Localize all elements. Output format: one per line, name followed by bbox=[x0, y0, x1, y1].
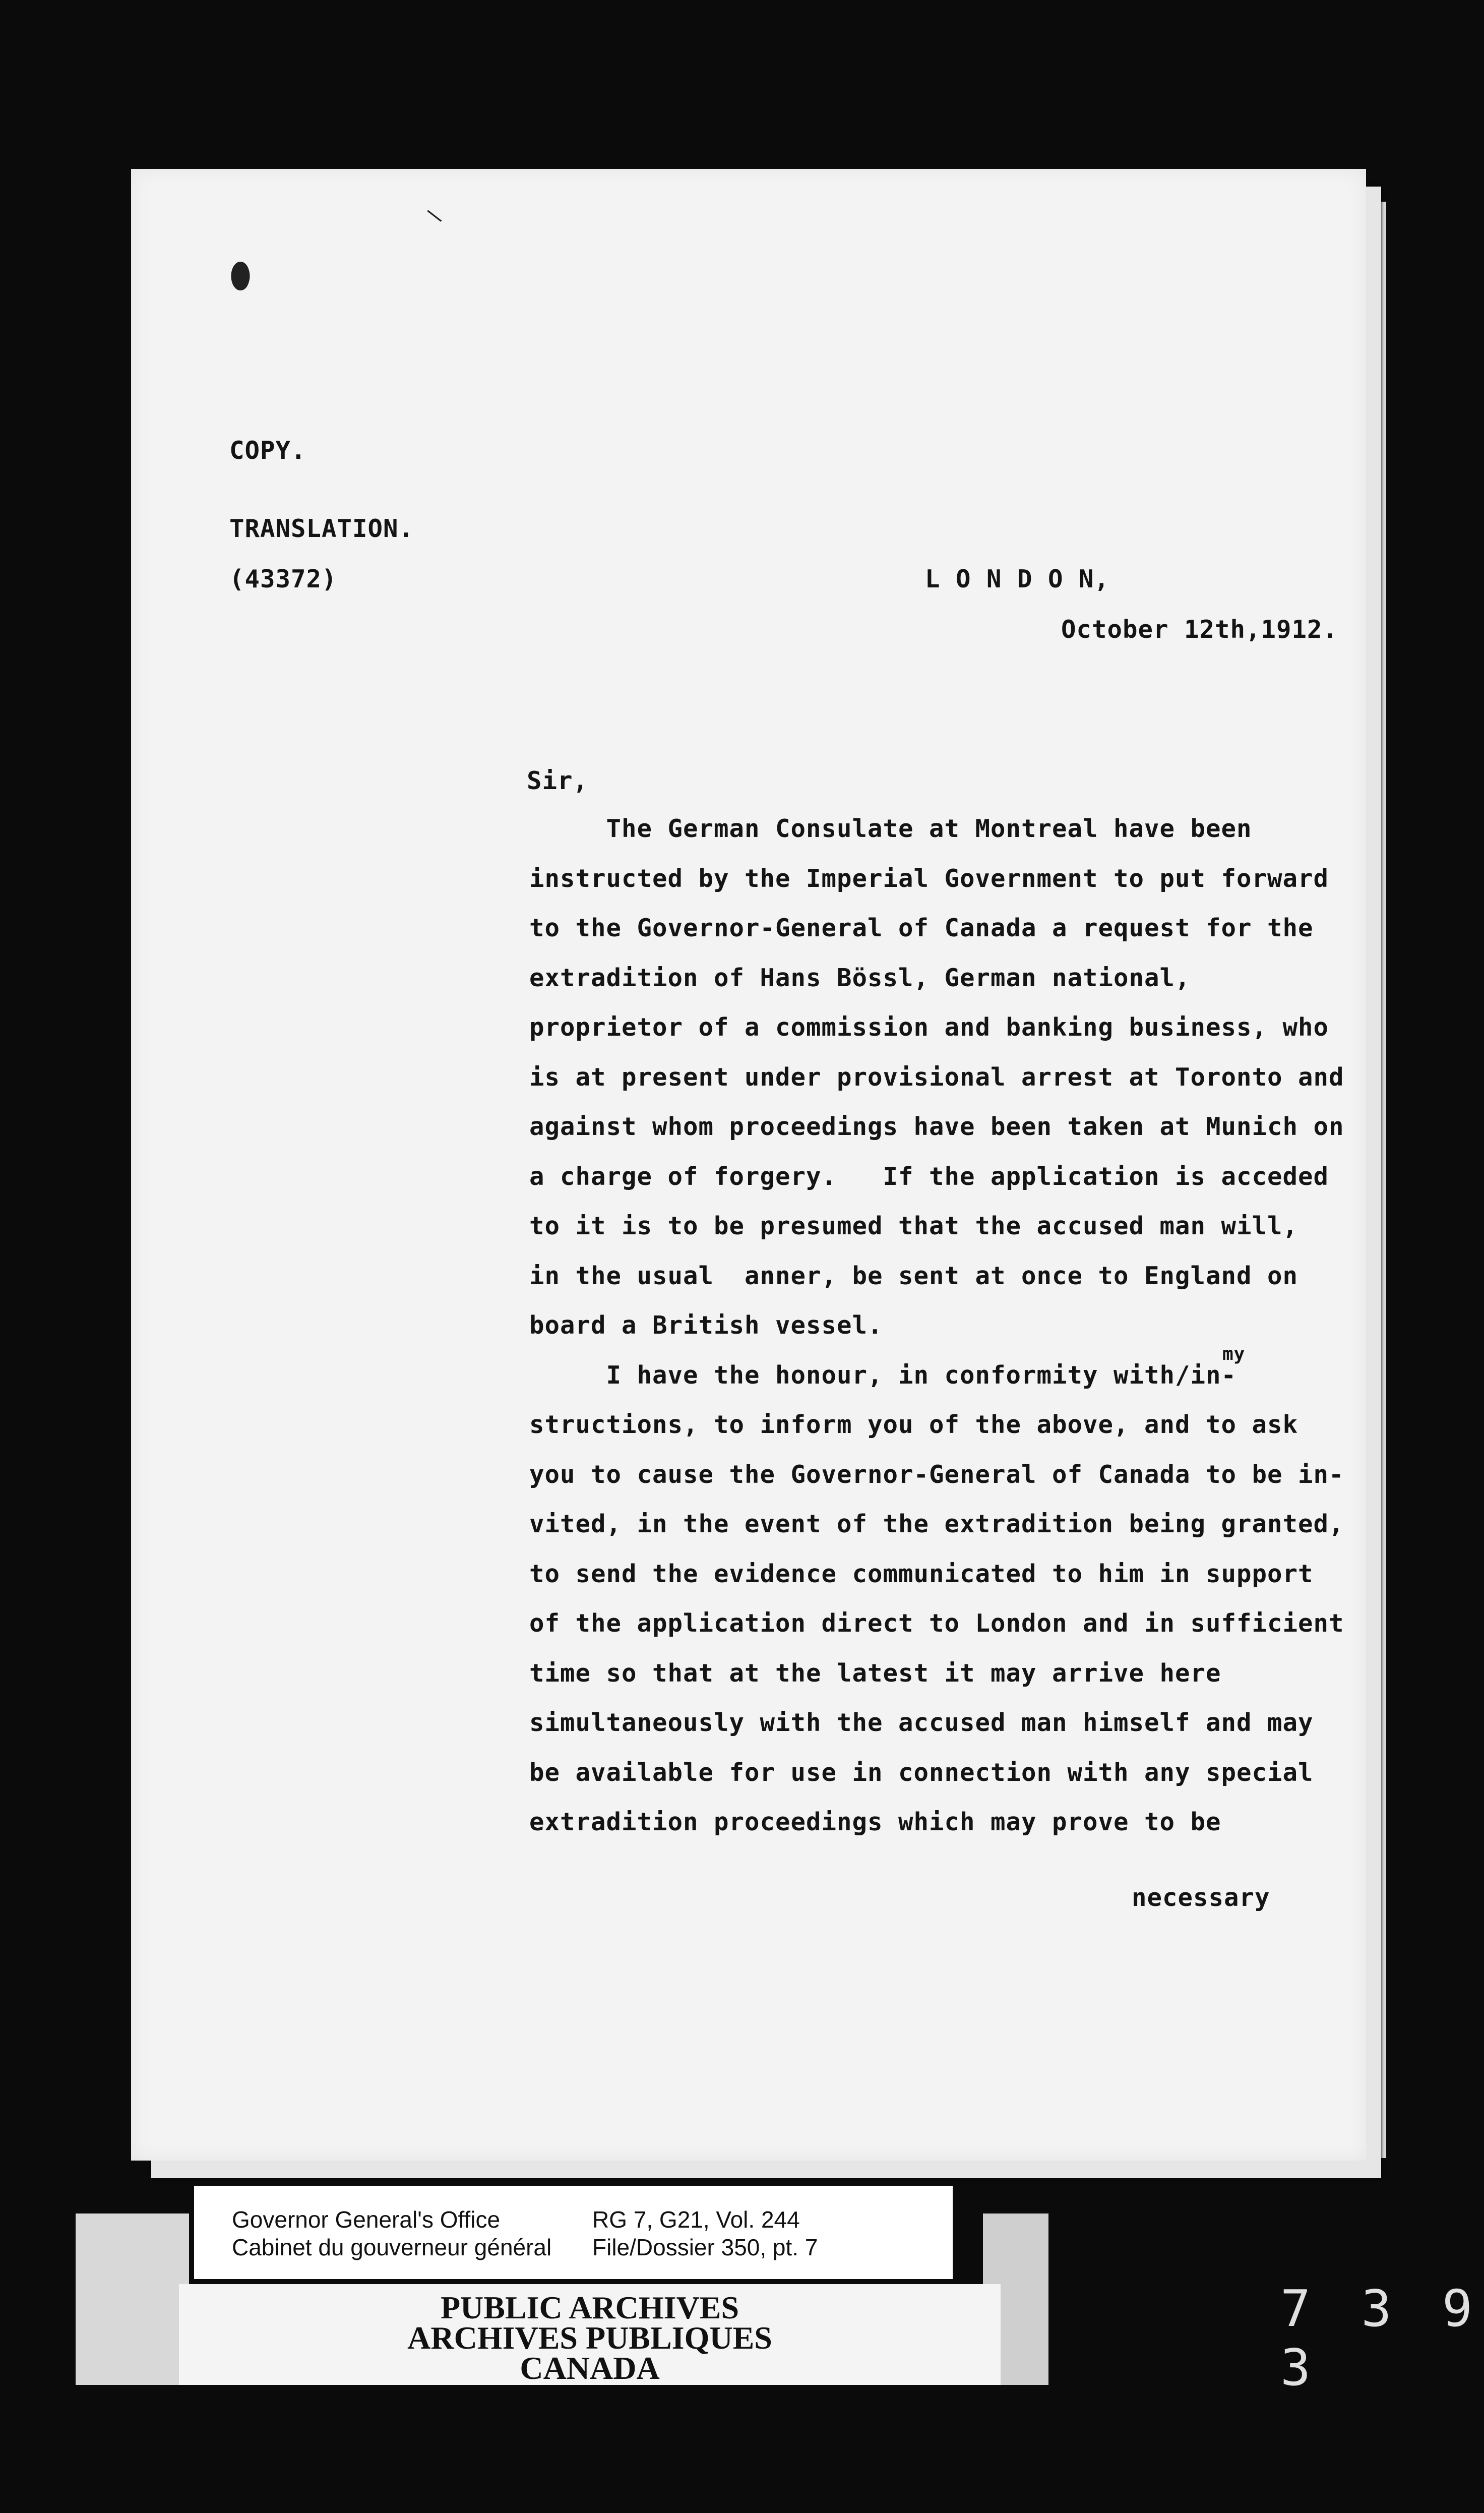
page-scratch: \ bbox=[425, 204, 444, 227]
office-french: Cabinet du gouverneur général bbox=[232, 2234, 552, 2260]
stamp-line-3: CANADA bbox=[520, 2350, 660, 2386]
letter-body-line: proprietor of a commission and banking business, who bbox=[529, 1013, 1329, 1042]
reference-number: (43372) bbox=[229, 565, 337, 593]
catchword: necessary bbox=[1132, 1883, 1270, 1912]
archive-reference-label bbox=[194, 2186, 953, 2279]
letter-body-line: you to cause the Governor-General of Canada to be in- bbox=[529, 1460, 1344, 1489]
letter-body-line: simultaneously with the accused man himself and may bbox=[529, 1708, 1314, 1737]
letter-body-line: extradition of Hans Bössl, German national, bbox=[529, 963, 1191, 992]
letter-body-line: to send the evidence communicated to him in support bbox=[529, 1559, 1314, 1588]
letter-body-line: The German Consulate at Montreal have been bbox=[529, 814, 1252, 843]
letter-body-line: board a British vessel. bbox=[529, 1311, 883, 1340]
hole-punch-mark: ⬮ bbox=[229, 255, 252, 296]
letter-date: October 12th,1912. bbox=[1061, 615, 1338, 644]
letter-body-line: to it is to be presumed that the accused man will, bbox=[529, 1212, 1298, 1240]
handwritten-insertion: my bbox=[1222, 1344, 1246, 1364]
frame-number: 7 3 9 3 bbox=[1280, 2279, 1483, 2397]
letter-body-line: in the usual anner, be sent at once to England on bbox=[529, 1261, 1298, 1290]
stamp-line-1: PUBLIC ARCHIVES bbox=[440, 2290, 739, 2325]
letter-body-line: instructed by the Imperial Government to put forward bbox=[529, 864, 1329, 893]
letter-body-line: of the application direct to London and in sufficient bbox=[529, 1609, 1344, 1638]
letter-page bbox=[131, 169, 1366, 2161]
letter-body-line: is at present under provisional arrest at Toronto and bbox=[529, 1062, 1344, 1092]
letter-body-line: a charge of forgery. If the application is acceded bbox=[529, 1162, 1329, 1191]
letter-body-line: to the Governor-General of Canada a request for the bbox=[529, 914, 1314, 942]
translation-heading: TRANSLATION. bbox=[229, 514, 414, 543]
office-english: Governor General's Office bbox=[232, 2206, 501, 2233]
letter-body-line: extradition proceedings which may prove to be bbox=[529, 1808, 1221, 1836]
stamp-line-2: ARCHIVES PUBLIQUES bbox=[407, 2320, 772, 2356]
letter-body-line: vited, in the event of the extradition being granted, bbox=[529, 1510, 1344, 1538]
letter-body-line: against whom proceedings have been taken at Munich on bbox=[529, 1112, 1344, 1141]
salutation: Sir, bbox=[527, 766, 589, 795]
letter-body-line: I have the honour, in conformity with/in- bbox=[529, 1360, 1237, 1390]
file-ref: File/Dossier 350, pt. 7 bbox=[592, 2234, 818, 2260]
record-group-ref: RG 7, G21, Vol. 244 bbox=[592, 2206, 800, 2233]
letter-body-line: time so that at the latest it may arrive here bbox=[529, 1658, 1221, 1688]
holder-left bbox=[76, 2213, 189, 2385]
archives-stamp bbox=[179, 2284, 1001, 2385]
copy-heading: COPY. bbox=[229, 436, 306, 465]
letter-body-line: be available for use in connection with any special bbox=[529, 1758, 1314, 1787]
place-heading: L O N D O N, bbox=[925, 565, 1110, 593]
letter-body-line: structions, to inform you of the above, and to ask bbox=[529, 1410, 1298, 1439]
